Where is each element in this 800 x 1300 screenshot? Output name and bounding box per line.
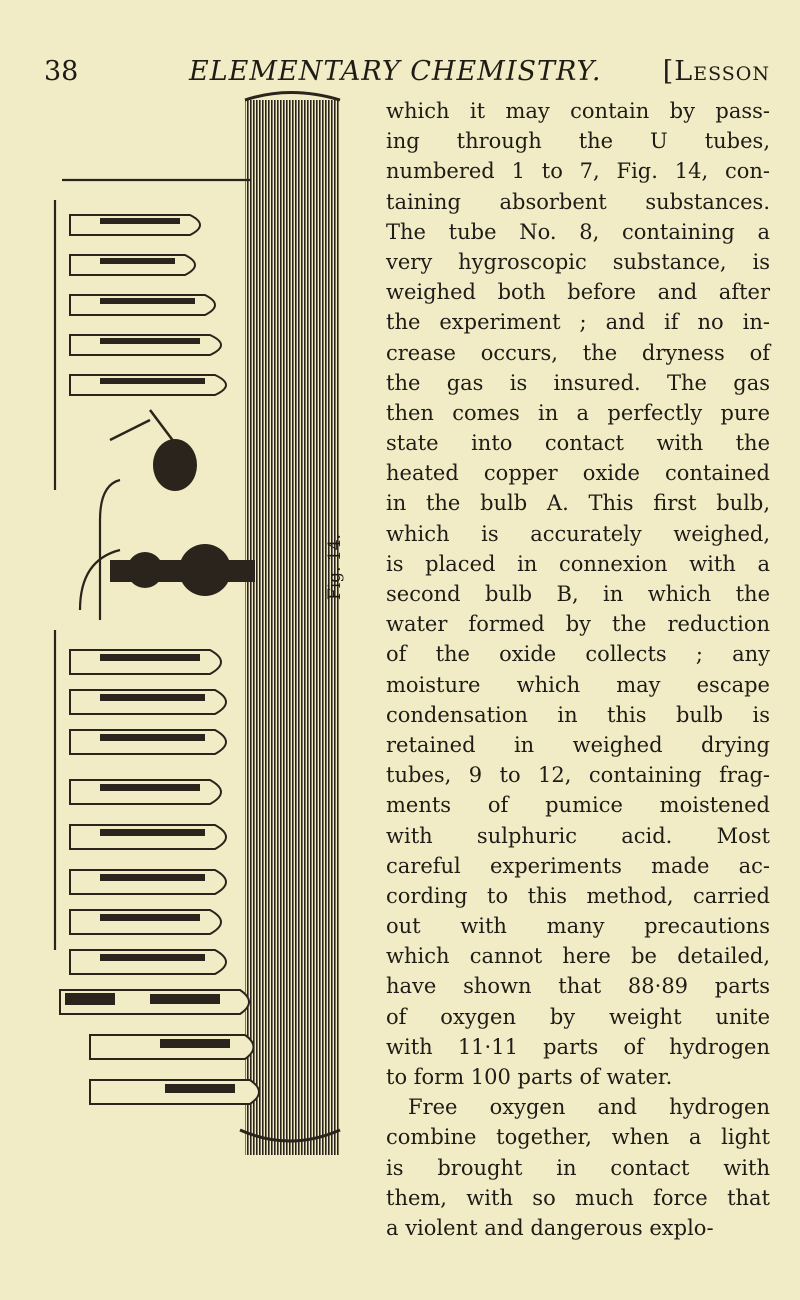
text-line: then comes in a perfectly pure xyxy=(386,400,770,425)
text-line: second bulb B, in which the xyxy=(386,582,770,606)
text-line: is brought in contact with xyxy=(386,1155,770,1180)
text-line: of oxygen by weight unite xyxy=(386,1004,770,1029)
running-title: ELEMENTARY CHEMISTRY. xyxy=(189,56,602,87)
text-line: is placed in connexion with a xyxy=(386,551,770,576)
text-line: the experiment ; and if no in- xyxy=(386,310,770,335)
text-line: water formed by the reduction xyxy=(386,612,770,637)
text-line: with sulphuric acid. Most xyxy=(386,823,770,848)
text-line: which cannot here be detailed, xyxy=(386,944,770,969)
text-line: which is accurately weighed, xyxy=(386,521,770,546)
apparatus-illustration xyxy=(40,90,360,1155)
text-line: with 11·11 parts of hydrogen xyxy=(386,1034,770,1059)
text-line: retained in weighed drying xyxy=(386,732,770,757)
text-line: have shown that 88·89 parts xyxy=(386,974,770,999)
text-line: The tube No. 8, containing a xyxy=(386,219,770,244)
page-header xyxy=(44,52,770,92)
text-line: Free oxygen and hydrogen xyxy=(408,1095,770,1120)
text-line: state into contact with the xyxy=(386,431,770,456)
text-line: a violent and dangerous explo- xyxy=(386,1215,714,1240)
text-line: ing through the U tubes, xyxy=(386,129,770,154)
text-line: crease occurs, the dryness of xyxy=(386,340,770,365)
text-line: which it may contain by pass- xyxy=(386,99,770,123)
text-line: weighed both before and after xyxy=(386,280,770,305)
text-line: condensation in this bulb is xyxy=(386,702,770,727)
text-line: in the bulb A. This first bulb, xyxy=(386,491,770,516)
text-line: tubes, 9 to 12, containing frag- xyxy=(386,763,770,788)
text-line: combine together, when a light xyxy=(386,1125,770,1150)
figure-caption: Fig. 14. xyxy=(325,534,345,600)
text-line: of the oxide collects ; any xyxy=(386,642,770,667)
text-line: the gas is insured. The gas xyxy=(386,370,770,395)
page-number: 38 xyxy=(44,56,79,87)
text-line: careful experiments made ac- xyxy=(386,853,770,878)
section-label: [Lesson xyxy=(662,56,770,87)
text-line: them, with so much force that xyxy=(386,1185,770,1210)
body-text xyxy=(386,96,770,1243)
text-line: out with many precautions xyxy=(386,914,770,939)
text-line: taining absorbent substances. xyxy=(386,189,770,214)
text-line: numbered 1 to 7, Fig. 14, con- xyxy=(386,159,770,184)
text-line: very hygroscopic substance, is xyxy=(386,249,770,274)
text-line: to form 100 parts of water. xyxy=(386,1065,673,1089)
text-line: heated copper oxide contained xyxy=(386,461,770,486)
text-line: moisture which may escape xyxy=(386,672,770,697)
text-line: cording to this method, carried xyxy=(386,883,770,908)
text-line: ments of pumice moistened xyxy=(386,793,770,818)
